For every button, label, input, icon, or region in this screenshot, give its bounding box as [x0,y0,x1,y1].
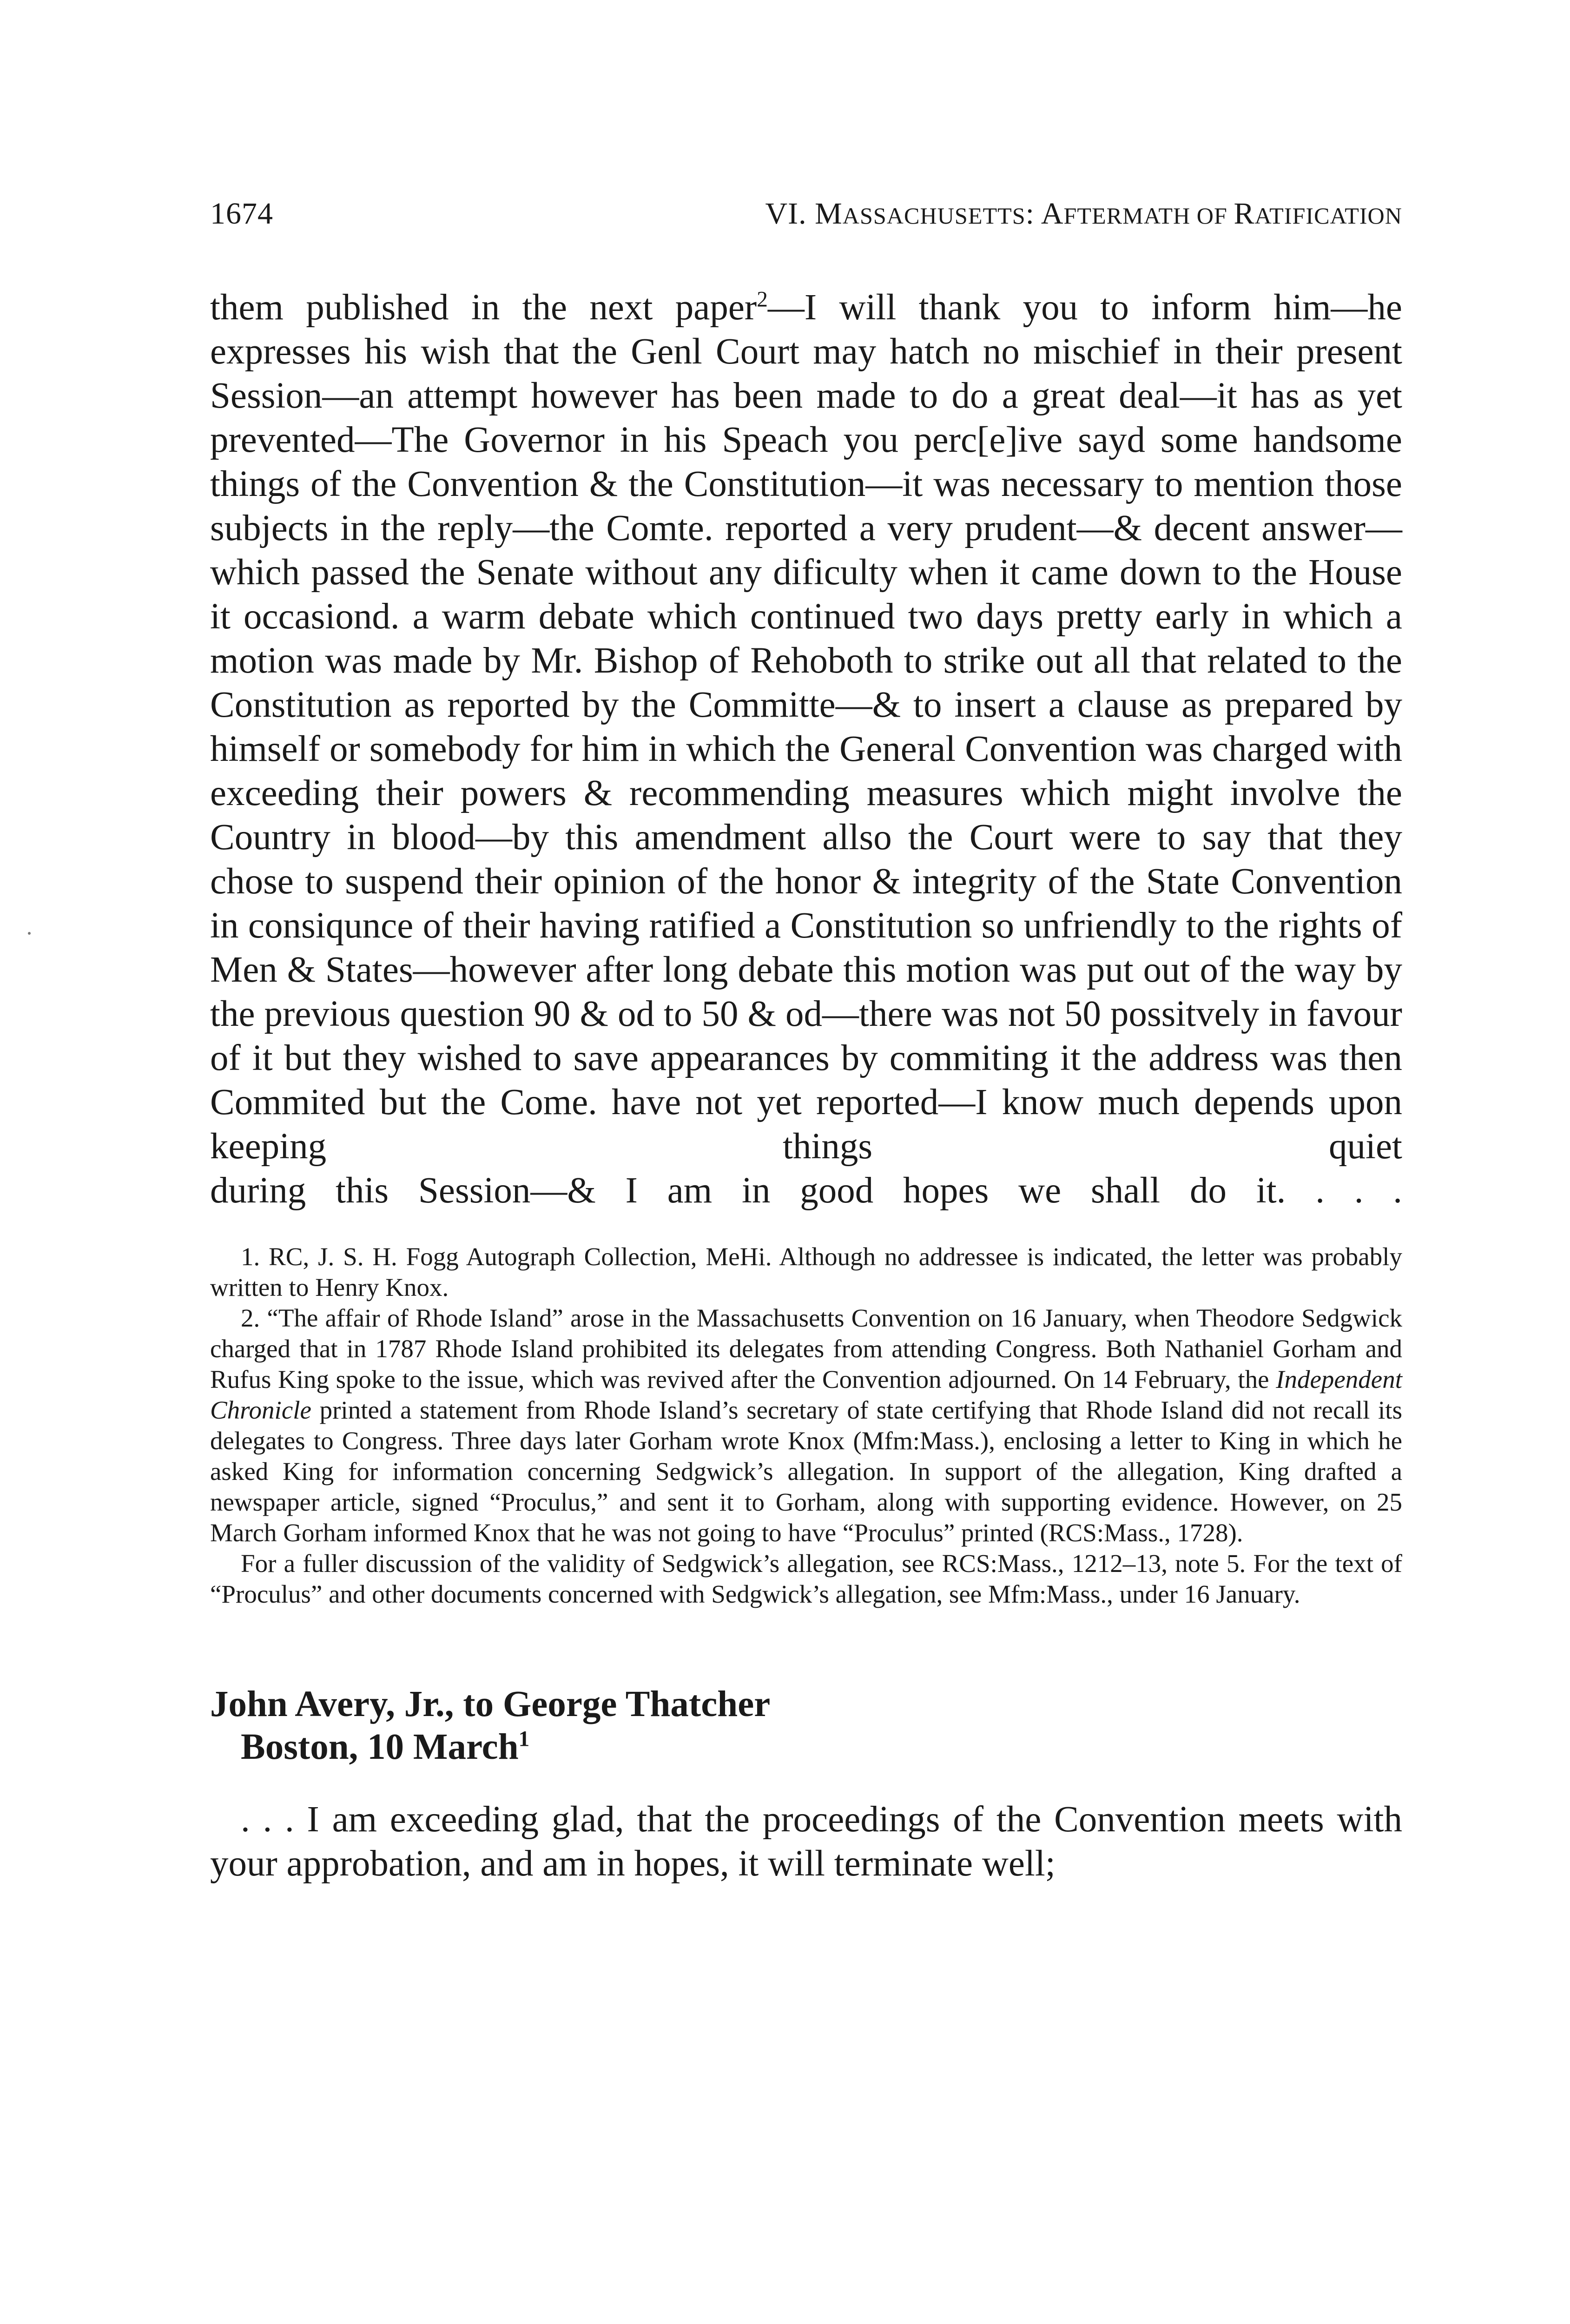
footnotes [210,1241,1402,1610]
footnote-2-continuation: For a fuller discussion of the validity of Sedgwick’s allegation, see RCS:Mass., 1212–13, note 5. For the text of “Proculus” and other documents concerned with Sedgwick’s allegation, see Mfm:Mass., under 16 January. [210,1549,1402,1608]
footnote-2: 2. “The affair of Rhode Island” arose in the Massachusetts Convention on 16 January, when Theodore Sedgwick charged that in 1787 Rhode Island prohibited its delegates from attending Congress. Both Nathaniel Gorham and Rufus King spoke to the issue, which was revived after the Convention adjourned. On 14 February, the Independent Chronicle printed a statement from Rhode Island’s secretary of state certifying that Rhode Island did not recall its delegates to Congress. Three days later Gorham wrote Knox (Mfm:Mass.), enclosing a letter to King in which he asked King for information concerning Sedgwick’s allegation. In support of the allegation, King drafted a newspaper article, signed “Proculus,” and sent it to Gorham, along with supporting evidence. However, on 25 March Gorham informed Knox that he was not going to have “Proculus” printed (RCS:Mass., 1728). [210,1304,1402,1547]
document-heading-dateline: Boston, 10 March$^1$ [241,1727,530,1767]
letter-body: them published in the next paper$^2$—I will thank you to inform him—he expresses his wish that the Genl Court may hatch no mischief in their present Session—an attempt however has been made to do a great deal—it has as yet prevented—The Governor in his Speach you perc[e]ive sayd some handsome things of the Convention & the Constitution—it was necessary to mention those subjects in the reply—the Comte. reported a very prudent—& decent answer—which passed the Senate without any dificulty when it came down to the House it occasiond. a warm debate which continued two days pretty early in which a motion was made by Mr. Bishop of Rehoboth to strike out all that related to the Constitution as reported by the Committe—& to insert a clause as prepared by himself or somebody for him in which the General Convention was charged with exceeding their powers & recommending measures which might involve the Country in blood—by this amendment allso the Court were to say that they chose to suspend their opinion of the honor & integrity of the State Convention in consiqunce of their having ratified a Constitution so unfriendly to the rights of Men & States—however after long debate this motion was put out of the way by the previous question 90 & od to 50 & od—there was not 50 possitvely in favour of it but they wished to save appearances by commiting it the address was then Commited but the Come. have not yet reported—I know much depends upon keeping things quiet [210,287,1402,1167]
document-heading-title: John Avery, Jr., to George Thatcher [210,1684,771,1724]
footnote-ref-2: 2 [757,287,768,312]
running-head-title: VI. MASSACHUSETTS: AFTERMATH OF RATIFICATION [765,197,1402,231]
speck [28,932,31,935]
page-number: 1674 [210,197,273,231]
running-head [210,195,1402,234]
book-page [210,195,1402,1922]
footnote-1: 1. RC, J. S. H. Fogg Autograph Collection, MeHi. Although no addressee is indicated, the letter was probably written to Henry Knox. [210,1242,1402,1301]
document-body: . . . I am exceeding glad, that the proceedings of the Convention meets with your approbation, and am in hopes, it will terminate well; [210,1799,1402,1884]
document-heading [210,1683,1402,1769]
letter-body-last-line: during this Session—& I am in good hopes we shall do it. . . . [210,1170,1402,1211]
footnote-ref-1: 1 [518,1727,530,1751]
